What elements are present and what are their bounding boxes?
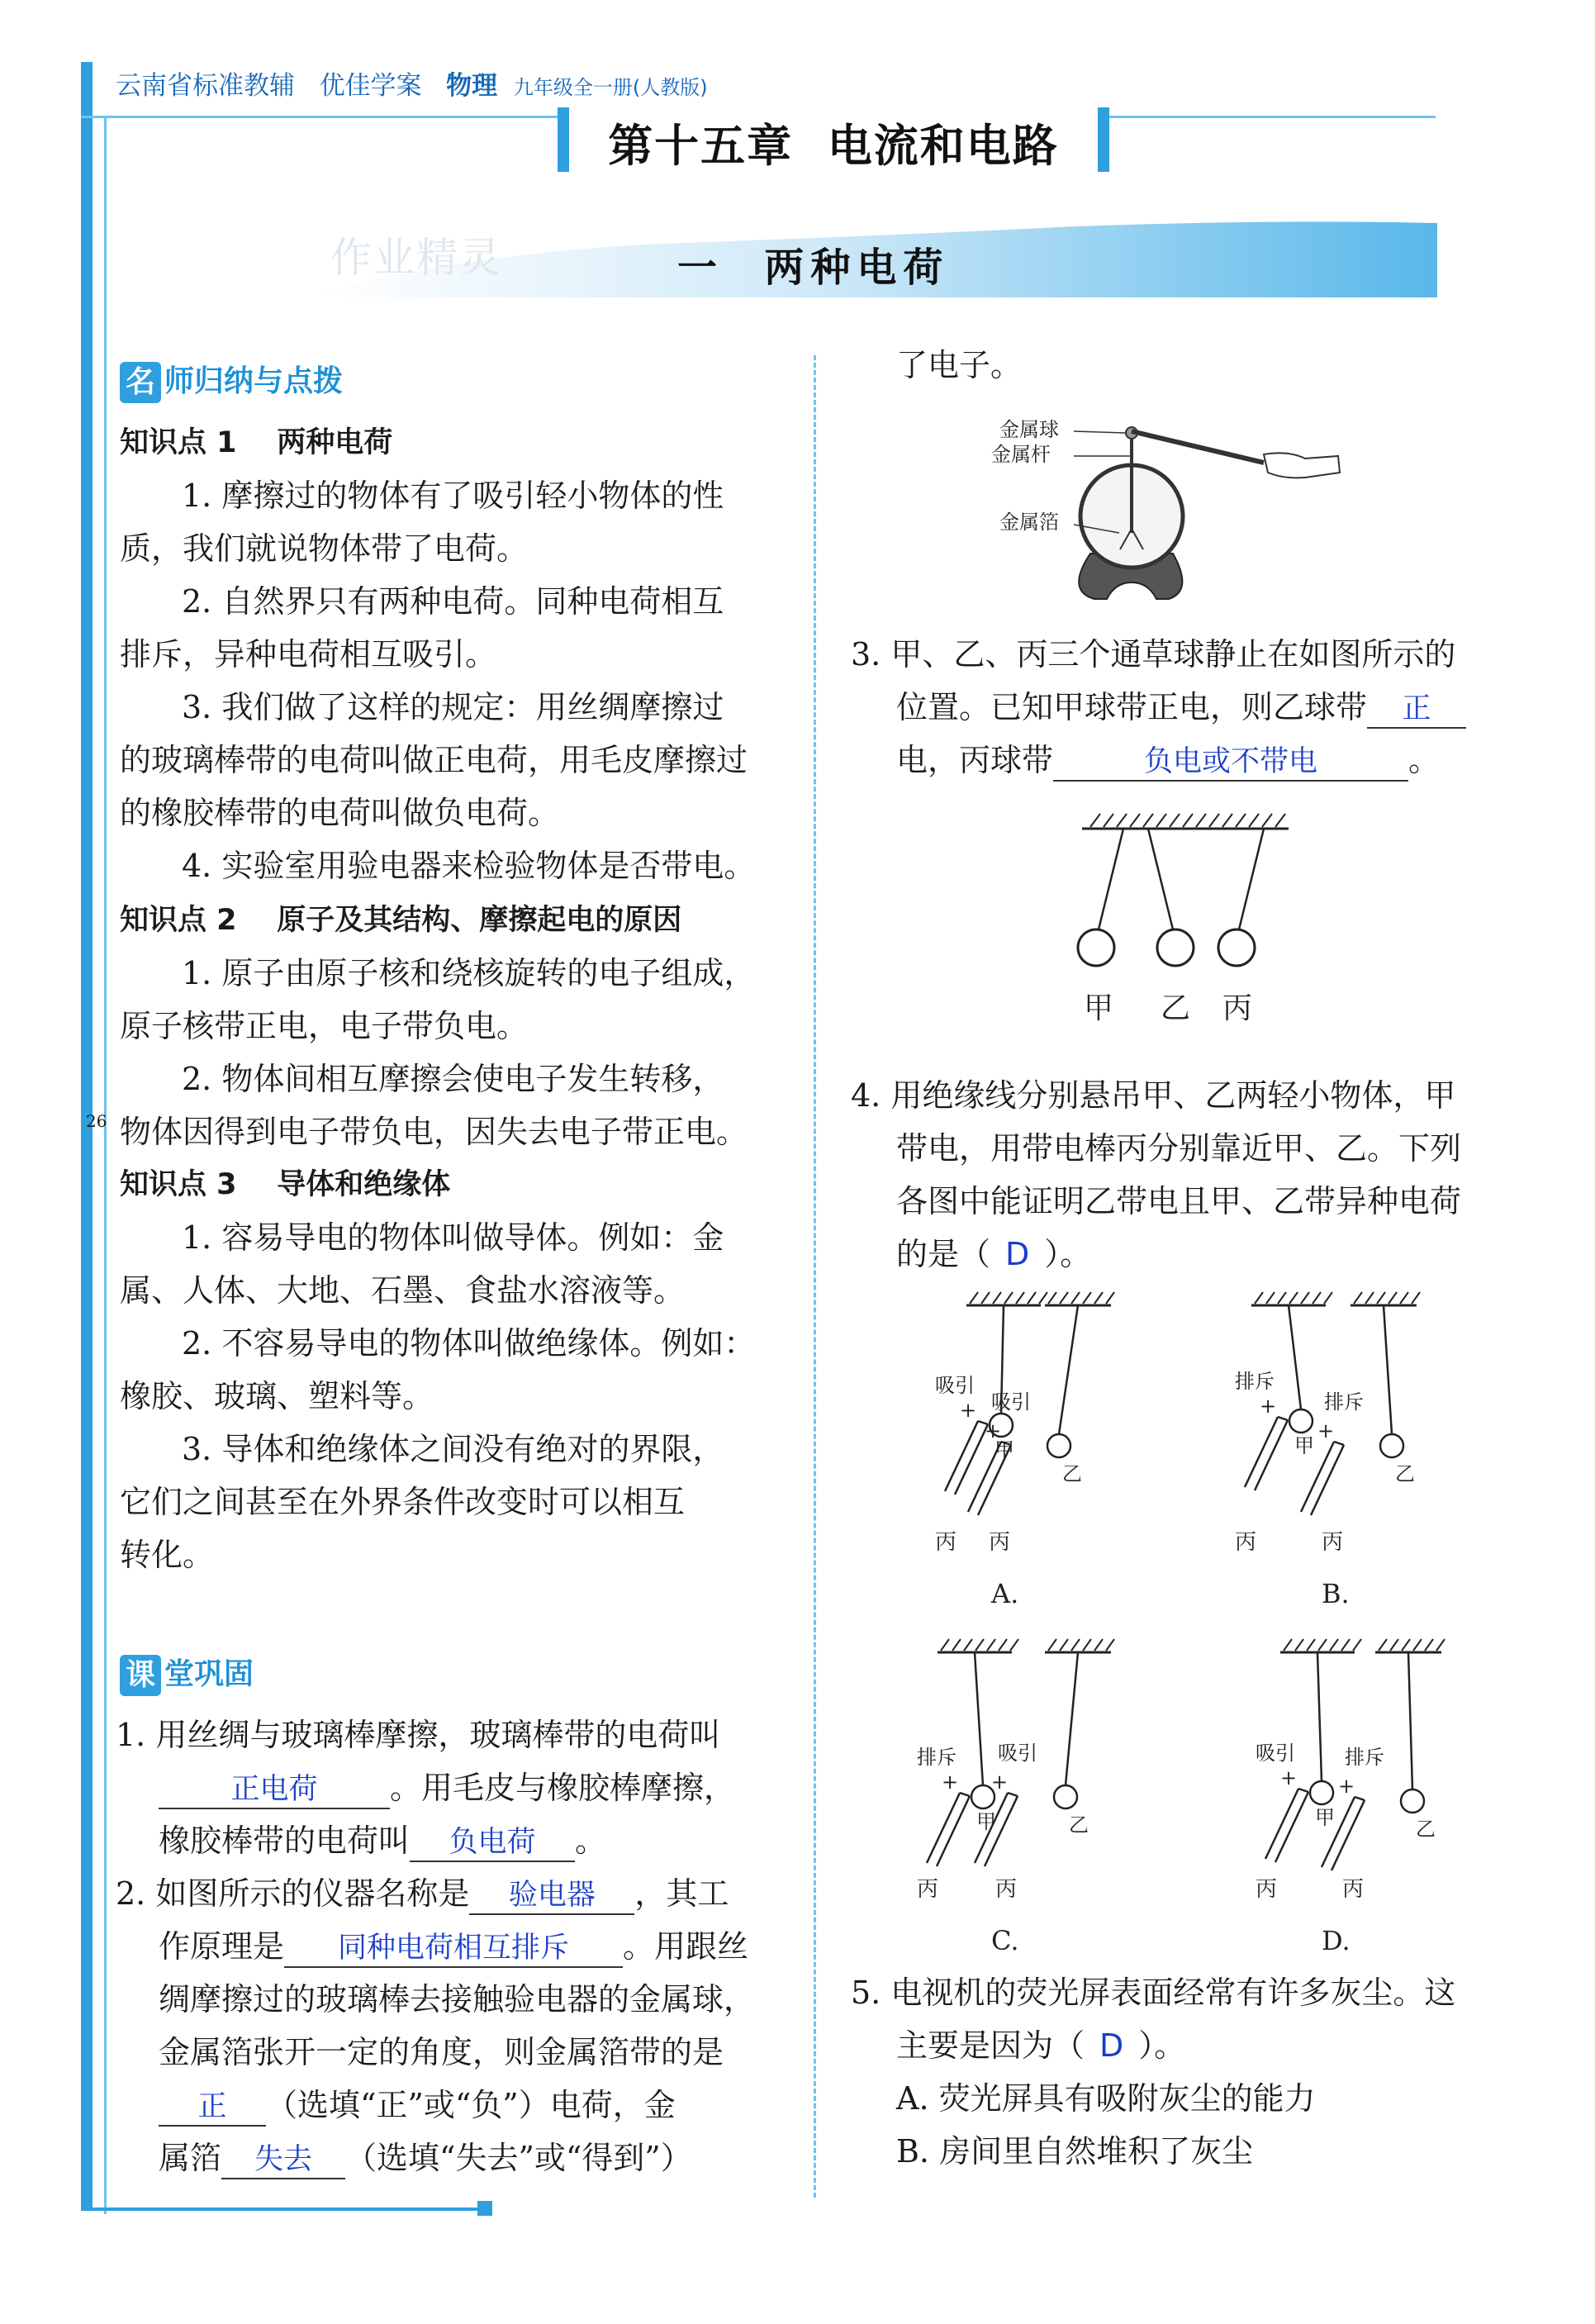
- kp2-line: 原子核带正电，电子带负电。: [120, 1008, 529, 1044]
- q4-text: ）。: [1044, 1236, 1092, 1272]
- interaction-label-left: 吸引: [935, 1374, 975, 1397]
- q5-line: [896, 2026, 1185, 2065]
- ball-yi: [1380, 1434, 1403, 1457]
- ball-bing: 丙: [1222, 991, 1253, 1025]
- kp1-title: 知识点 1 两种电荷: [120, 426, 393, 459]
- margin-line: [104, 116, 107, 2214]
- string: [1059, 1305, 1078, 1434]
- plus-sign: +: [991, 1770, 1009, 1794]
- interaction-label-right: 吸引: [998, 1742, 1037, 1765]
- page-number: 26: [86, 1111, 107, 1131]
- q2-text: 属箔: [159, 2140, 222, 2176]
- kp3-title: 知识点 3 导体和绝缘体: [120, 1168, 451, 1201]
- plus-sign: +: [1317, 1419, 1335, 1442]
- series-name: 云南省标准教辅: [116, 71, 295, 101]
- q2-line: [159, 2085, 676, 2127]
- plus-sign: +: [985, 1419, 1002, 1442]
- plus-sign: +: [960, 1399, 977, 1422]
- heading-box: 名: [120, 362, 161, 403]
- kp3-line: 属、人体、大地、石墨、食盐水溶液等。: [120, 1272, 686, 1309]
- footer-square: [477, 2201, 492, 2216]
- q5-text: ）。: [1138, 2027, 1186, 2064]
- q3-answer-2[interactable]: 负电或不带电: [1053, 744, 1408, 782]
- q5-line: 5. 电视机的荧光屏表面经常有许多灰尘。这: [851, 1975, 1456, 2011]
- string: [1408, 1652, 1412, 1789]
- kp1-line: 排斥，异种电荷相互吸引。: [120, 636, 497, 672]
- q3-text: 电，丙球带: [896, 742, 1054, 778]
- subject-name: 物理: [446, 71, 498, 101]
- kp1-line: 质，我们就说物体带了电荷。: [120, 530, 529, 567]
- q1-answer-1[interactable]: 正电荷: [159, 1771, 390, 1809]
- q4-line: 各图中能证明乙带电且甲、乙带异种电荷: [896, 1183, 1462, 1219]
- q3-answer-1[interactable]: 正: [1367, 691, 1466, 729]
- string: [975, 1652, 983, 1785]
- q3-text: 。: [1408, 742, 1441, 778]
- q2-line: [159, 1927, 748, 1968]
- option-letter: D.: [1322, 1925, 1351, 1956]
- q4-text: 的是（: [896, 1236, 991, 1272]
- q2-text: （选填“失去”或“得到”）: [345, 2140, 692, 2176]
- interaction-label-left: 排斥: [917, 1746, 957, 1769]
- label-bing: 丙: [989, 1530, 1011, 1555]
- kp3-line: 1. 容易导电的物体叫做导体。例如：金: [182, 1219, 724, 1256]
- label-jia: 甲: [1315, 1806, 1335, 1829]
- ball-yi: [1054, 1785, 1077, 1808]
- interaction-label-right: 排斥: [1324, 1390, 1364, 1414]
- q1-text: 。: [575, 1823, 607, 1859]
- label-jia: 甲: [976, 1810, 996, 1833]
- q2-answer-2[interactable]: 同种电荷相互排斥: [284, 1930, 623, 1968]
- ball-jia: 甲: [1084, 991, 1114, 1025]
- label-bing: 丙: [995, 1877, 1018, 1902]
- rod-bing: [1245, 1417, 1288, 1490]
- q2-answer-3[interactable]: 正: [159, 2089, 266, 2127]
- heading-text: 堂巩固: [164, 1657, 254, 1691]
- q4-answer[interactable]: D: [1005, 1236, 1030, 1272]
- section-heading-classwork: [120, 1651, 254, 1696]
- option-letter: A.: [991, 1578, 1019, 1609]
- q2-continuation: 了电子。: [896, 347, 1023, 383]
- q4-line: 带电，用带电棒丙分别靠近甲、乙。下列: [896, 1130, 1462, 1167]
- ball-yi: 乙: [1161, 991, 1191, 1025]
- section-heading-teacher: [120, 358, 343, 403]
- interaction-label-left: 排斥: [1235, 1370, 1275, 1393]
- label-bing: 丙: [935, 1530, 957, 1555]
- q4-option-figure[interactable]: [892, 1636, 1165, 1966]
- interaction-label-right: 吸引: [991, 1390, 1031, 1414]
- q2-line: 金属箔张开一定的角度，则金属箔带的是: [159, 2034, 724, 2070]
- chapter-title: 第十五章 电流和电路: [608, 120, 1059, 172]
- kp3-line: 转化。: [120, 1537, 215, 1573]
- three-balls-figure: [1066, 806, 1297, 1045]
- edition-name: 九年级全一册(人教版): [513, 76, 708, 99]
- q1-line: [159, 1821, 606, 1862]
- label-bing: 丙: [1342, 1877, 1365, 1902]
- q3-line: [896, 740, 1440, 782]
- label-bing: 丙: [1256, 1877, 1278, 1902]
- kp3-line: 2. 不容易导电的物体叫做绝缘体。例如：: [182, 1325, 756, 1362]
- heading-box: 课: [120, 1655, 161, 1696]
- plus-sign: +: [942, 1770, 959, 1794]
- q2-text: 作原理是: [159, 1928, 285, 1965]
- kp1-line: 4. 实验室用验电器来检验物体是否带电。: [182, 848, 756, 884]
- option-letter: B.: [1322, 1578, 1350, 1609]
- string: [1384, 1305, 1392, 1434]
- q5-answer[interactable]: D: [1099, 2027, 1124, 2064]
- kp1-line: 2. 自然界只有两种电荷。同种电荷相互: [182, 583, 724, 620]
- kp2-title: 知识点 2 原子及其结构、摩擦起电的原因: [120, 904, 682, 937]
- kp3-line: 3. 导体和绝缘体之间没有绝对的界限，: [182, 1431, 724, 1467]
- q5-text: 主要是因为（: [896, 2027, 1085, 2064]
- q2-answer-4[interactable]: 失去: [221, 2141, 345, 2179]
- interaction-label-left: 吸引: [1256, 1742, 1295, 1765]
- q2-text: 2. 如图所示的仪器名称是: [116, 1875, 470, 1912]
- option-letter: C.: [991, 1925, 1019, 1956]
- q1-text: 橡胶棒带的电荷叫: [159, 1823, 411, 1859]
- kp3-line: 橡胶、玻璃、塑料等。: [120, 1378, 434, 1414]
- q3-text: 位置。已知甲球带正电，则乙球带: [896, 689, 1368, 725]
- q5-option-b[interactable]: B. 房间里自然堆积了灰尘: [896, 2133, 1254, 2170]
- label-bing: 丙: [1322, 1530, 1344, 1555]
- ball-yi: [1047, 1434, 1070, 1457]
- q2-text: （选填“正”或“负”）电荷，金: [266, 2087, 676, 2123]
- q4-line: 4. 用绝缘线分别悬吊甲、乙两轻小物体，甲: [851, 1077, 1456, 1114]
- book-name: 优佳学案: [319, 71, 422, 101]
- string: [1289, 1305, 1301, 1409]
- kp1-line: 的橡胶棒带的电荷叫做负电荷。: [120, 795, 560, 831]
- ball-jia: [1289, 1409, 1313, 1433]
- q4-option-figure[interactable]: [1222, 1636, 1495, 1966]
- string: [1066, 1652, 1078, 1785]
- q4-option-figure[interactable]: [892, 1289, 1165, 1619]
- q2-line: [159, 2138, 692, 2179]
- rod-bing: [1265, 1789, 1308, 1862]
- q1-answer-2[interactable]: 负电荷: [410, 1824, 575, 1862]
- kp1-line: 1. 摩擦过的物体有了吸引轻小物体的性: [182, 478, 724, 514]
- chapter-box: [558, 107, 1109, 172]
- q1-line: 1. 用丝绸与玻璃棒摩擦，玻璃棒带的电荷叫: [116, 1717, 721, 1753]
- kp2-line: 2. 物体间相互摩擦会使电子发生转移，: [182, 1061, 724, 1097]
- q4-option-figure[interactable]: [1222, 1289, 1495, 1619]
- label-yi: 乙: [1395, 1462, 1415, 1485]
- electroscope-figure: [991, 413, 1346, 611]
- heading-text: 师归纳与点拨: [164, 364, 344, 398]
- label-jia: 甲: [995, 1438, 1014, 1461]
- kp3-line: 它们之间甚至在外界条件改变时可以相互: [120, 1484, 686, 1520]
- plus-sign: +: [1338, 1775, 1355, 1798]
- watermark: 作业精灵: [330, 234, 502, 282]
- q2-text: ，其工: [634, 1875, 729, 1912]
- q3-line: 3. 甲、乙、丙三个通草球静止在如图所示的: [851, 636, 1456, 672]
- q3-line: [896, 687, 1466, 729]
- label-metal-rod: 金属杆: [991, 443, 1051, 466]
- kp1-line: 3. 我们做了这样的规定：用丝绸摩擦过: [182, 689, 724, 725]
- q2-text: 。用跟丝: [623, 1928, 749, 1965]
- column-divider: [814, 355, 816, 2198]
- running-header: [116, 64, 708, 102]
- label-jia: 甲: [1294, 1434, 1314, 1457]
- kp2-line: 1. 原子由原子核和绕核旋转的电子组成，: [182, 955, 756, 991]
- q2-line: [116, 1874, 729, 1915]
- margin-bar: [81, 62, 93, 2210]
- string: [1317, 1652, 1322, 1781]
- q2-answer-1[interactable]: 验电器: [469, 1877, 634, 1915]
- footer-rule: [81, 2208, 477, 2211]
- ball-yi: [1401, 1789, 1424, 1813]
- q1-text: 。用毛皮与橡胶棒摩擦，: [390, 1770, 736, 1806]
- label-bing: 丙: [917, 1877, 939, 1902]
- q1-line: [159, 1768, 735, 1809]
- kp2-line: 物体因得到电子带负电，因失去电子带正电。: [120, 1114, 748, 1150]
- q2-line: 绸摩擦过的玻璃棒去接触验电器的金属球，: [159, 1981, 756, 2017]
- label-metal-ball: 金属球: [999, 418, 1059, 441]
- label-yi: 乙: [1416, 1818, 1436, 1841]
- plus-sign: +: [1260, 1395, 1277, 1418]
- ball-jia: [1310, 1781, 1333, 1804]
- rod-bing: [927, 1793, 970, 1866]
- kp1-line: 的玻璃棒带的电荷叫做正电荷，用毛皮摩擦过: [120, 742, 748, 778]
- label-yi: 乙: [1062, 1462, 1082, 1485]
- q5-option-a[interactable]: A. 荧光屏具有吸附灰尘的能力: [896, 2080, 1316, 2117]
- plus-sign: +: [1280, 1766, 1298, 1789]
- q4-line: [896, 1234, 1091, 1274]
- label-metal-foil: 金属箔: [999, 511, 1059, 534]
- label-bing: 丙: [1235, 1530, 1257, 1555]
- interaction-label-right: 排斥: [1345, 1746, 1384, 1769]
- section-title: 一 两种电荷: [677, 245, 950, 291]
- label-yi: 乙: [1069, 1813, 1089, 1837]
